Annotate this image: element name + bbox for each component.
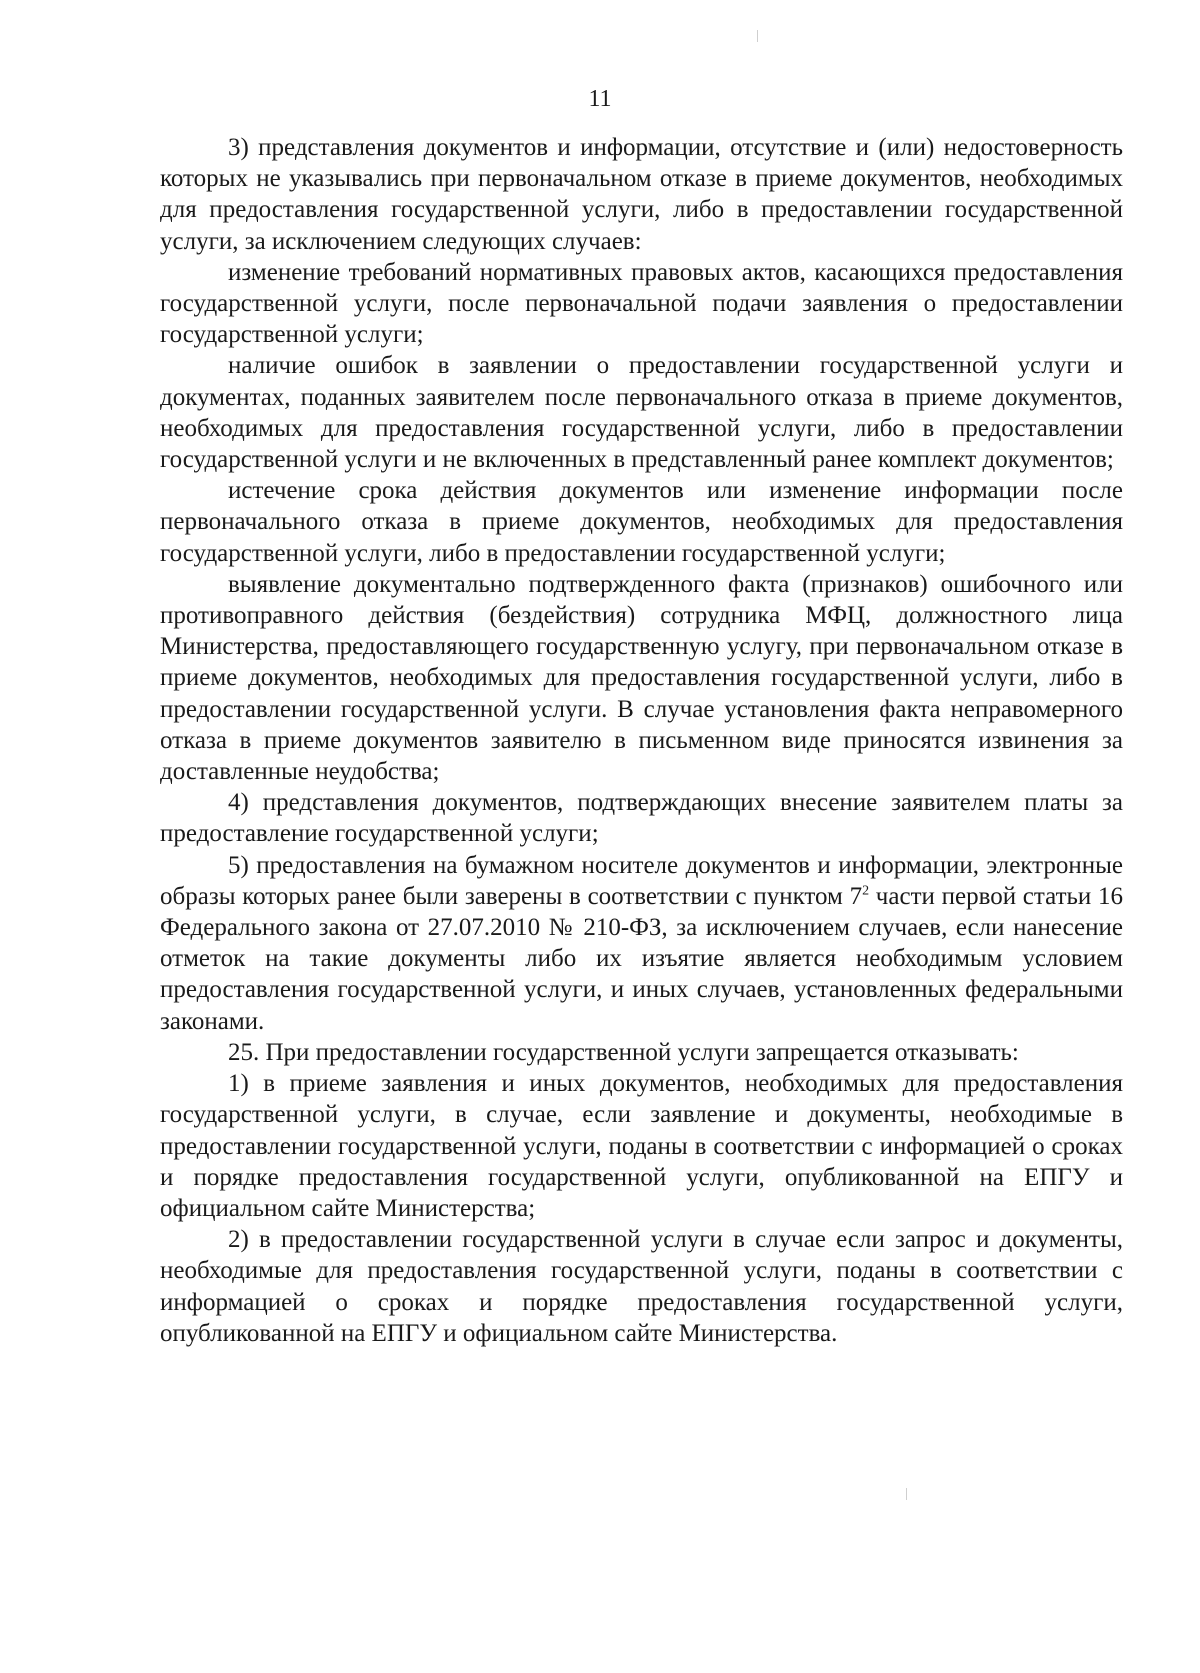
- paragraph-5-text-end: части первой статьи 16 Федерального закона от 27.07.2010 № 210-ФЗ, за исключением случаев, если нанесение отметок на такие документы либо их изъятие является необходимым условием предоставления государственной услуги, и иных случаев, установленных федеральными законами.: [160, 882, 1123, 1035]
- paragraph: 1) в приеме заявления и иных документов, необходимых для предоставления государственной услуги, в случае, если заявление и документы, необходимые в предоставлении государственной услуги, поданы в соответствии с информацией о сроках и порядке предоставления государственной услуги, опубликованной на ЕПГУ и официальном сайте Министерства;: [160, 1070, 1123, 1222]
- paragraph: выявление документально подтвержденного факта (признаков) ошибочного или противоправного действия (бездействия) сотрудника МФЦ, должностного лица Министерства, предоставляющего государственную услугу, при первоначальном отказе в приеме документов, необходимых для предоставления государственной услуги, либо в предоставлении государственной услуги. В случае установления факта неправомерного отказа в приеме документов заявителю в письменном виде приносятся извинения за доставленные неудобства;: [160, 570, 1123, 786]
- paragraph-5: [160, 850, 1123, 1037]
- paragraph: 2) в предоставлении государственной услуги в случае если запрос и документы, необходимые для предоставления государственной услуги, поданы в соответствии с информацией о сроках и порядке предоставления государственной услуги, опубликованной на ЕПГУ и официальном сайте Министерства.: [160, 1226, 1123, 1347]
- paragraph: 25. При предоставлении государственной услуги запрещается отказывать:: [228, 1038, 1019, 1066]
- paragraph: 4) представления документов, подтверждающих внесение заявителем платы за предоставление государственной услуги;: [160, 789, 1123, 848]
- paragraph: истечение срока действия документов или изменение информации после первоначального отказа в приеме документов, необходимых для предоставления государственной услуги, либо в предоставлении государственной услуги;: [160, 477, 1123, 567]
- scan-speck: [906, 1488, 907, 1500]
- scan-speck: [757, 30, 758, 42]
- document-body: [160, 132, 1123, 1349]
- paragraph-5-text-start: 5) предоставления на бумажном носителе документов и информации, электронные образы которых ранее были заверены в соответствии с пунктом 7: [160, 851, 1123, 910]
- paragraph: наличие ошибок в заявлении о предоставлении государственной услуги и документах, поданных заявителем после первоначального отказа в приеме документов, необходимых для предоставления государственной услуги, либо в предоставлении государственной услуги и не включенных в представленный ранее комплект документов;: [160, 352, 1123, 474]
- footnote-superscript: 2: [862, 883, 870, 899]
- paragraph: изменение требований нормативных правовых актов, касающихся предоставления государственной услуги, после первоначальной подачи заявления о предоставлении государственной услуги;: [160, 258, 1123, 349]
- page-number: 11: [588, 86, 612, 112]
- paragraph: 3) представления документов и информации, отсутствие и (или) недостоверность которых не указывались при первоначальном отказе в приеме документов, необходимых для предоставления государственной услуги, либо в предоставлении государственной услуги, за исключением следующих случаев:: [160, 134, 1123, 255]
